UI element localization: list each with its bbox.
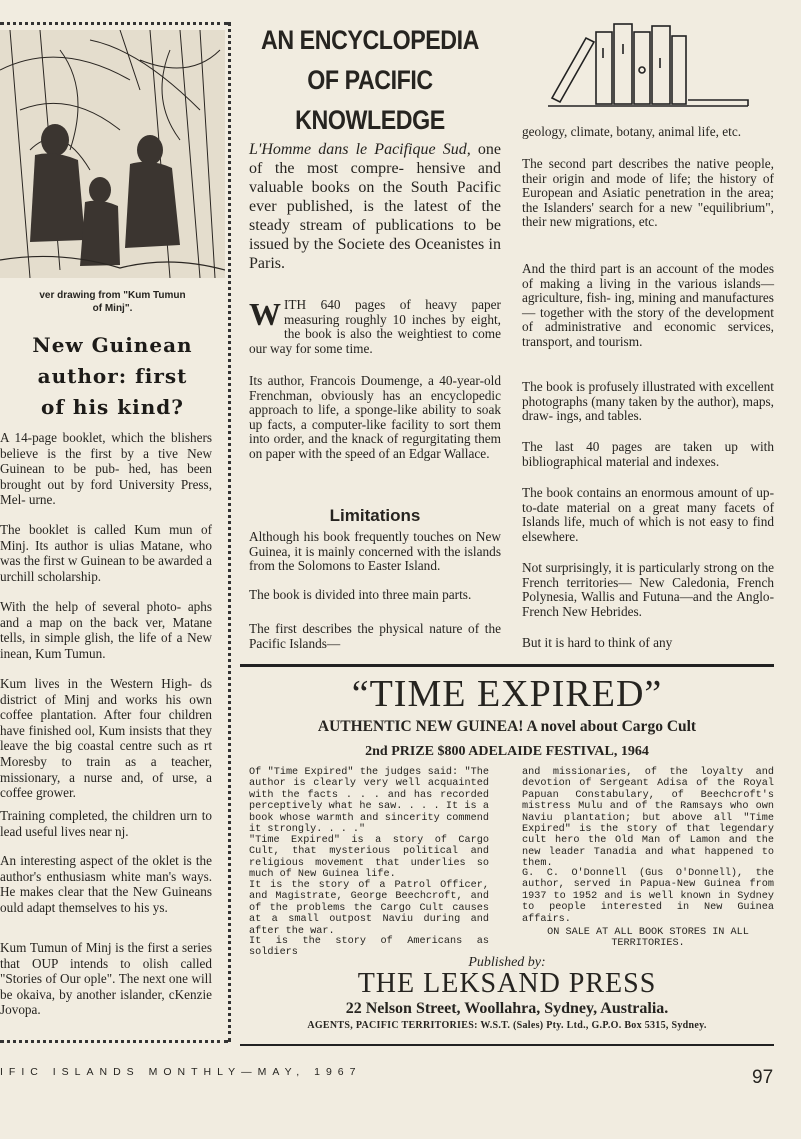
drop-cap: W bbox=[249, 296, 281, 332]
lead-text: one of the most compre- hensive and valuable books on the South Pacific ever published, is the latest of the steady stream of publications to be issued by the Societe des Oceanistes in Paris. bbox=[249, 141, 501, 272]
article-paragraph: Not surprisingly, it is particularly strong on the French territories— New Caledonia, French Polynesia, Wallis and Futuna—and the Anglo- French New Hebrides. bbox=[522, 560, 774, 619]
article-paragraph: Its author, Francois Doumenge, a 40-year-old Frenchman, obviously has an encyclopedic approach to life, a sponge-like ability to soak up facts, a computer-like facility to sort them into order, and the knack of regurgitating them on paper with the speed of an Edgar Wallace. bbox=[249, 373, 501, 461]
article-paragraph bbox=[249, 298, 501, 356]
ad-prize: 2nd PRIZE $800 ADELAIDE FESTIVAL, 1964 bbox=[365, 744, 649, 759]
books-illustration bbox=[548, 18, 778, 110]
article-title: AN ENCYCLOPEDIA OF PACIFIC KNOWLEDGE bbox=[260, 25, 480, 135]
article-paragraph: The book contains an enormous amount of up-to-date material on a great many facets of Islands life, much of which is not easy to find elsewhere. bbox=[522, 485, 774, 544]
article-paragraph: The first describes the physical nature of the Pacific Islands— bbox=[249, 621, 501, 651]
ad-title: “TIME EXPIRED” bbox=[351, 673, 663, 715]
article-lead bbox=[249, 140, 501, 273]
divider bbox=[240, 1044, 774, 1046]
left-paragraph: An interesting aspect of the oklet is the author's enthusiasm white man's ways. He makes clear that the New Guineans ould adapt themselves to his ys. bbox=[0, 853, 212, 915]
left-paragraph: Kum Tumun of Minj is the first a series that OUP intends to olish called "Stories of Our ople". The next one will be okaiva, by another islander, cKenzie Jovopa. bbox=[0, 940, 212, 1018]
ad-subtitle: AUTHENTIC NEW GUINEA! A novel about Cargo Cult bbox=[317, 718, 697, 735]
ad-paragraph: It is the story of Americans as soldiers bbox=[249, 936, 489, 959]
cover-illustration bbox=[0, 30, 225, 278]
left-paragraph: A 14-page booklet, which the blishers believe is the first by a tive New Guinean to be pub- hed, has been brought out by ford University Press, Mel- urne. bbox=[0, 430, 212, 508]
left-paragraph: The booklet is called Kum mun of Minj. Its author is ulias Matane, who was the first w Guinean to be awarded a urchill scholarship. bbox=[0, 522, 212, 584]
article-paragraph: Although his book frequently touches on New Guinea, it is mainly concerned with the islands from the Solomons to Easter Island. bbox=[249, 529, 501, 574]
paragraph-text: ITH 640 pages of heavy paper measuring roughly 10 inches by eight, the book is also the weightiest to come our way for some time. bbox=[249, 297, 501, 356]
publisher-address: 22 Nelson Street, Woollahra, Sydney, Australia. bbox=[345, 1000, 669, 1017]
ad-paragraph: "Time Expired" is a story of Cargo Cult, that mysterious political and religious movement that underlies so much of New Guinea life. bbox=[249, 835, 489, 881]
left-border-bottom bbox=[0, 1040, 228, 1043]
left-headline: New Guinean author: first of his kind? bbox=[32, 333, 193, 419]
left-paragraph: Kum lives in the Western High- ds district of Minj and works his own coffee plantation. After four children have finished ool, Kum insists that they leave the big coastal centre such as rt Moresby to train as a teacher, missionary, a nurse and, of urse, a coffee grower. bbox=[0, 676, 212, 801]
ad-paragraph: and missionaries, of the loyalty and devotion of Sergeant Adisa of the Royal Papuan Constabulary, of Beechcroft's mistress Mulu and of the Ramsays who own Naviu plantation; but above all "Time Expired" is the story of that legendary cult hero the Old Man of Lamon and the new leader Tanadia and what happened to them. bbox=[522, 767, 774, 870]
article-paragraph: The last 40 pages are taken up with bibliographical material and indexes. bbox=[522, 439, 774, 469]
ad-paragraph: G. C. O'Donnell (Gus O'Donnell), the author, served in Papua-New Guinea from 1937 to 1952 and is well known in Sydney to people interested in New Guinea affairs. bbox=[522, 868, 774, 925]
left-paragraph: Training completed, the children urn to lead useful lives near nj. bbox=[0, 808, 212, 839]
ad-sale-note: ON SALE AT ALL BOOK STORES IN ALL TERRITORIES. bbox=[547, 927, 749, 950]
publisher-name: THE LEKSAND PRESS bbox=[357, 968, 657, 999]
ad-paragraph: Of "Time Expired" the judges said: "The author is clearly very well acquainted with the facts . . . and has recorded perceptively what he saw. . . . It is a book whose warmth and sincerity commend it strongly. . . ." bbox=[249, 767, 489, 836]
article-subheading: Limitations bbox=[329, 506, 421, 525]
article-paragraph: But it is hard to think of any bbox=[522, 635, 673, 650]
cover-caption: ver drawing from "Kum Tumun of Minj". bbox=[39, 290, 186, 314]
article-paragraph: The book is divided into three main parts. bbox=[249, 587, 472, 602]
article-paragraph: The book is profusely illustrated with excellent photographs (many taken by the author), maps, draw- ings, and tables. bbox=[522, 379, 774, 424]
article-paragraph: And the third part is an account of the modes of making a living in the various islands—agriculture, fish- ing, mining and manufactures— together with the story of the development of administrative and economic services, transport, and tourism. bbox=[522, 261, 774, 349]
running-footer: IFIC ISLANDS MONTHLY—MAY, 1967 bbox=[0, 1066, 362, 1078]
page-number: 97 bbox=[752, 1067, 774, 1088]
divider bbox=[240, 664, 774, 667]
article-paragraph: geology, climate, botany, animal life, etc. bbox=[522, 124, 742, 139]
lead-book-title: L'Homme dans le Pacifique Sud, bbox=[249, 141, 471, 158]
article-paragraph: The second part describes the native people, their origin and mode of life; the history of European and Asiatic penetration in the area; the Islanders' search for a new "equilibrium", their new migrations, etc. bbox=[522, 156, 774, 230]
left-border-right bbox=[228, 22, 231, 1042]
left-paragraph: With the help of several photo- aphs and a map on the back ver, Matane tells, in simple glish, the life of a New inean, Kum Tumun. bbox=[0, 599, 212, 661]
left-border-top bbox=[0, 22, 228, 25]
agents-line: AGENTS, PACIFIC TERRITORIES: W.S.T. (Sales) Pty. Ltd., G.P.O. Box 5315, Sydney. bbox=[307, 1020, 707, 1031]
ad-paragraph: It is the story of a Patrol Officer, and Magistrate, George Beechcroft, and of the problems the Cargo Cult causes at a small outpost Naviu during and after the war. bbox=[249, 880, 489, 937]
published-by: Published by: bbox=[468, 955, 546, 970]
